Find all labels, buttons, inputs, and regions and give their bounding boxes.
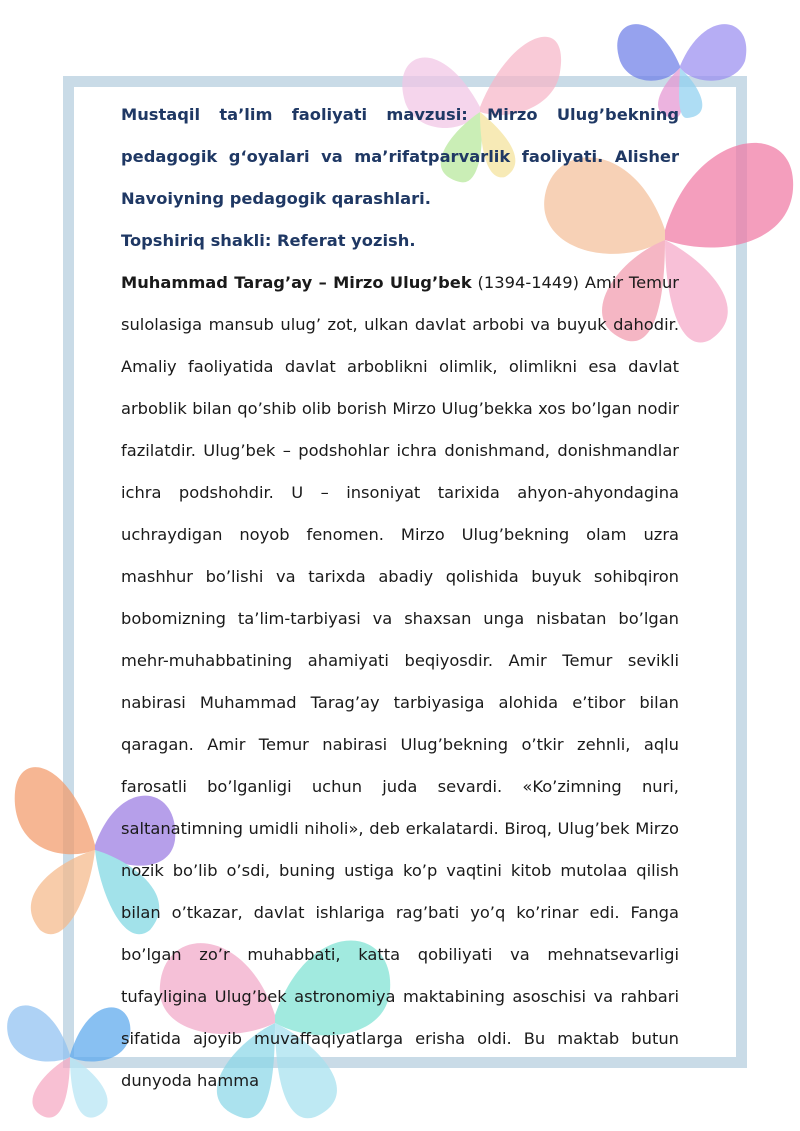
paragraph-body: (1394-1449) Amir Temur sulolasiga mansub ulug’ zot, ulkan davlat arbobi va buyuk dahodir. Amaliy faoliyatida davlat arboblikni olimlik, olimlikni esa davlat arboblik bilan qo’shib olib borish Mirzo Ulug’bekka xos bo’lgan nodir fazilatdir. Ulug’bek – podshohlar ichra donishmand, donishmandlar ichra podshohdir. U – insoniyat tarixida ahyon-ahyondagina uchraydigan noyob fenomen. Mirzo Ulug’bekning olam uzra mashhur bo’lishi va tarixda abadiy qolishida buyuk sohibqiron bobomizning ta’lim-tarbiyasi va shaxsan unga nisbatan bo’lgan mehr-muhabbatining ahamiyati beqiyosdir. Amir Temur sevikli nabirasi Muhammad Tarag’ay tarbiyasiga alohida e’tibor bilan qaragan. Amir Temur nabirasi Ulug’bekning o’tkir zehnli, aqlu farosatli bo’lganligi uchun juda sevardi. «Ko’zimning nuri, saltanatimning umidli niholi», deb erkalatardi. Biroq, Ulug’bek Mirzo nozik bo’lib o’sdi, buning ustiga ko’p vaqtini kitob mutolaa qilish bilan o’tkazar, davlat ishlariga rag’bati yo’q ko’rinar edi. Fanga bo’lgan zo’r muhabbati, katta qobiliyati va mehnatsevarligi tufayligina Ulug’bek astronomiya maktabining asoschisi va rahbari sifatida ajoyib muvaffaqiyatlarga erisha oldi. Bu maktab butun dunyoda hamma <box>121 273 679 1090</box>
butterfly-icon <box>0 985 140 1125</box>
document-title: Mustaqil ta’lim faoliyati mavzusi: Mirzo Ulug’bekning pedagogik g‘oyalari va ma’rifatparvarlik faoliyati. Alisher Navoiyning pedagogik qarashlari. <box>121 105 679 208</box>
document-body <box>121 94 679 1102</box>
paragraph-lead: Muhammad Tarag’ay – Mirzo Ulug’bek <box>121 273 472 292</box>
main-paragraph <box>121 262 679 1102</box>
task-format: Topshiriq shakli: Referat yozish. <box>121 231 416 250</box>
